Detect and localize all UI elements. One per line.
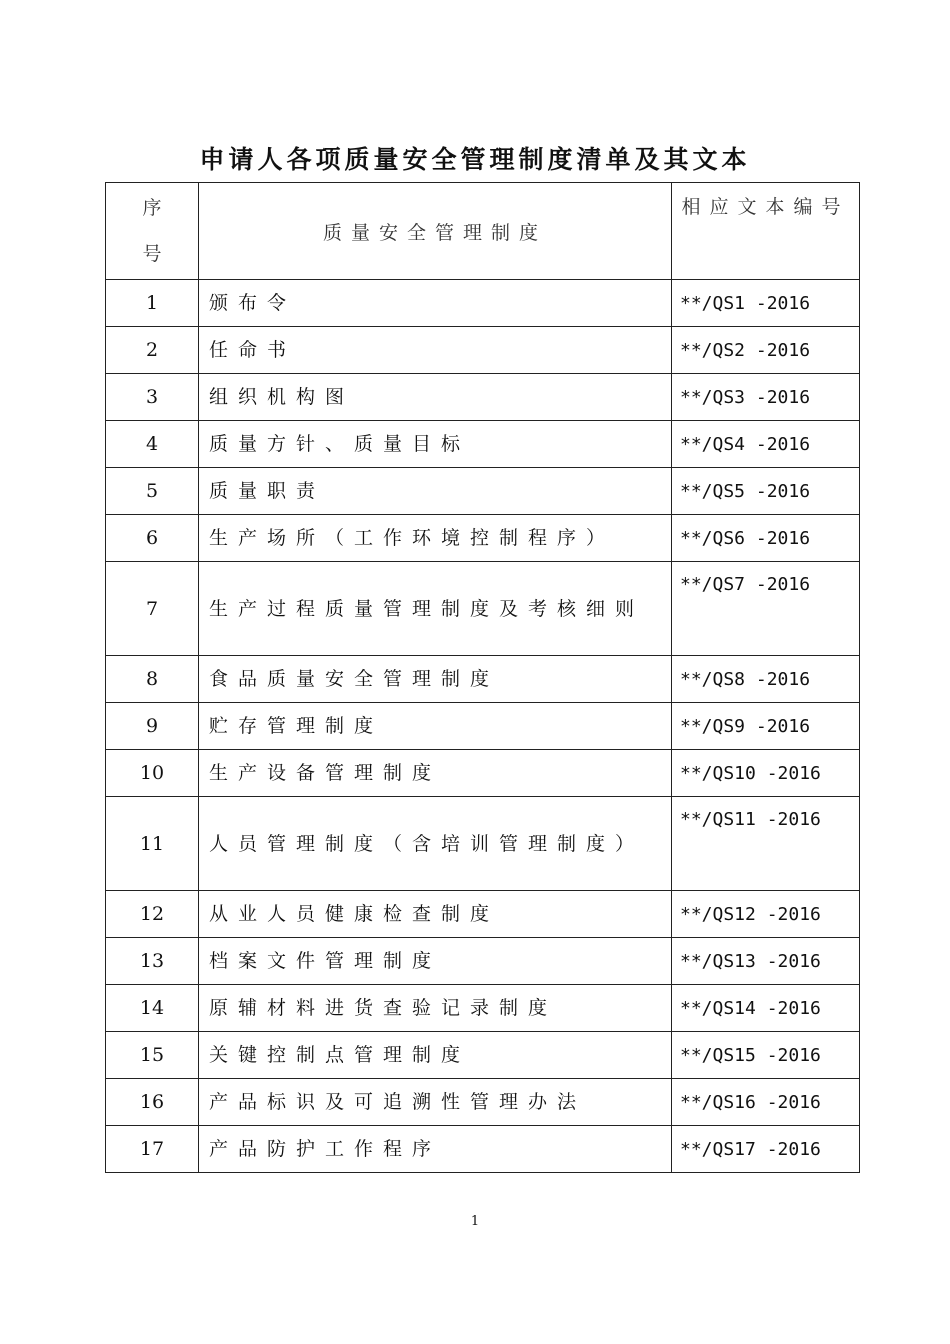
document-title: 申请人各项质量安全管理制度清单及其文本	[199, 145, 751, 174]
row-code-cell	[672, 938, 860, 985]
row-regulation-cell	[199, 938, 672, 985]
row-regulation-name: 产品防护工作程序	[209, 1138, 442, 1160]
row-regulation-name: 组织机构图	[209, 386, 355, 408]
row-number: 13	[106, 938, 199, 985]
table-row	[106, 938, 860, 985]
table-row	[106, 703, 860, 750]
row-regulation-name: 生产场所（工作环境控制程序）	[209, 527, 616, 549]
row-code-cell	[672, 374, 860, 421]
table-row	[106, 327, 860, 374]
row-document-code: **/QS4 -2016	[680, 433, 811, 455]
row-number: 15	[106, 1032, 199, 1079]
row-number: 9	[106, 703, 199, 750]
row-code-cell	[672, 750, 860, 797]
row-regulation-cell	[199, 280, 672, 327]
row-code-cell	[672, 327, 860, 374]
row-document-code: **/QS13 -2016	[680, 950, 821, 972]
row-regulation-name: 生产设备管理制度	[209, 762, 442, 784]
row-code-cell	[672, 656, 860, 703]
row-code-cell	[672, 468, 860, 515]
row-number: 16	[106, 1079, 199, 1126]
row-number: 3	[106, 374, 199, 421]
row-number: 5	[106, 468, 199, 515]
row-code-cell	[672, 280, 860, 327]
table-row	[106, 280, 860, 327]
row-code-cell	[672, 515, 860, 562]
row-number: 2	[106, 327, 199, 374]
row-regulation-cell	[199, 750, 672, 797]
table-header-row	[106, 183, 860, 280]
row-regulation-cell	[199, 1126, 672, 1173]
row-regulation-cell	[199, 468, 672, 515]
row-code-cell	[672, 562, 860, 656]
row-regulation-name: 关键控制点管理制度	[209, 1044, 471, 1066]
row-code-cell	[672, 1126, 860, 1173]
row-code-cell	[672, 797, 860, 891]
row-regulation-cell	[199, 985, 672, 1032]
row-number: 6	[106, 515, 199, 562]
table-row	[106, 750, 860, 797]
row-document-code: **/QS5 -2016	[680, 480, 811, 502]
header-document-code: 相应文本编号	[672, 183, 860, 280]
row-regulation-cell	[199, 374, 672, 421]
row-regulation-name: 从业人员健康检查制度	[209, 903, 500, 925]
row-document-code: **/QS17 -2016	[680, 1138, 821, 1160]
row-document-code: **/QS15 -2016	[680, 1044, 821, 1066]
row-number: 17	[106, 1126, 199, 1173]
row-number: 1	[106, 280, 199, 327]
row-regulation-cell	[199, 1079, 672, 1126]
row-regulation-name: 任命书	[209, 339, 297, 361]
row-number: 11	[106, 797, 199, 891]
header-serial-number	[106, 183, 199, 280]
row-regulation-name: 生产过程质量管理制度及考核细则	[209, 597, 645, 620]
row-document-code: **/QS2 -2016	[680, 339, 811, 361]
row-document-code: **/QS8 -2016	[680, 668, 811, 690]
row-regulation-cell	[199, 797, 672, 891]
row-document-code: **/QS6 -2016	[680, 527, 811, 549]
row-regulation-name: 质量方针、质量目标	[209, 433, 471, 455]
row-regulation-name: 原辅材料进货查验记录制度	[209, 997, 558, 1019]
row-regulation-name: 食品质量安全管理制度	[209, 668, 500, 690]
row-regulation-name: 质量职责	[209, 480, 326, 502]
table-row	[106, 1032, 860, 1079]
row-number: 10	[106, 750, 199, 797]
row-regulation-cell	[199, 703, 672, 750]
row-regulation-cell	[199, 421, 672, 468]
row-document-code: **/QS1 -2016	[680, 292, 811, 314]
table-row	[106, 374, 860, 421]
row-regulation-name: 人员管理制度（含培训管理制度）	[209, 832, 645, 855]
row-number: 7	[106, 562, 199, 656]
row-regulation-cell	[199, 1032, 672, 1079]
table-row	[106, 656, 860, 703]
row-number: 8	[106, 656, 199, 703]
table-row	[106, 468, 860, 515]
row-regulation-cell	[199, 515, 672, 562]
row-code-cell	[672, 703, 860, 750]
row-document-code: **/QS3 -2016	[680, 386, 811, 408]
row-code-cell	[672, 891, 860, 938]
row-code-cell	[672, 1032, 860, 1079]
row-code-cell	[672, 421, 860, 468]
row-regulation-cell	[199, 891, 672, 938]
header-serial-line2: 号	[142, 243, 162, 265]
regulation-table	[105, 182, 860, 1173]
row-code-cell	[672, 985, 860, 1032]
table-row	[106, 1126, 860, 1173]
row-document-code: **/QS11 -2016	[680, 809, 821, 830]
row-regulation-cell	[199, 656, 672, 703]
row-document-code: **/QS12 -2016	[680, 903, 821, 925]
row-regulation-cell	[199, 327, 672, 374]
table-row	[106, 797, 860, 891]
row-regulation-name: 产品标识及可追溯性管理办法	[209, 1091, 587, 1113]
row-document-code: **/QS16 -2016	[680, 1091, 821, 1113]
row-document-code: **/QS9 -2016	[680, 715, 811, 737]
table-row	[106, 891, 860, 938]
table-row	[106, 421, 860, 468]
row-regulation-name: 贮存管理制度	[209, 715, 384, 737]
row-regulation-cell	[199, 562, 672, 656]
row-document-code: **/QS14 -2016	[680, 997, 821, 1019]
header-regulation: 质量安全管理制度	[199, 183, 672, 280]
table-row	[106, 985, 860, 1032]
row-document-code: **/QS10 -2016	[680, 762, 821, 784]
table-row	[106, 562, 860, 656]
row-document-code: **/QS7 -2016	[680, 574, 811, 595]
table-row	[106, 1079, 860, 1126]
table-row	[106, 515, 860, 562]
row-regulation-name: 档案文件管理制度	[209, 950, 442, 972]
row-code-cell	[672, 1079, 860, 1126]
row-regulation-name: 颁布令	[209, 292, 297, 314]
row-number: 4	[106, 421, 199, 468]
row-number: 12	[106, 891, 199, 938]
header-serial-line1: 序	[142, 197, 162, 219]
row-number: 14	[106, 985, 199, 1032]
page-number: 1	[470, 1214, 480, 1229]
